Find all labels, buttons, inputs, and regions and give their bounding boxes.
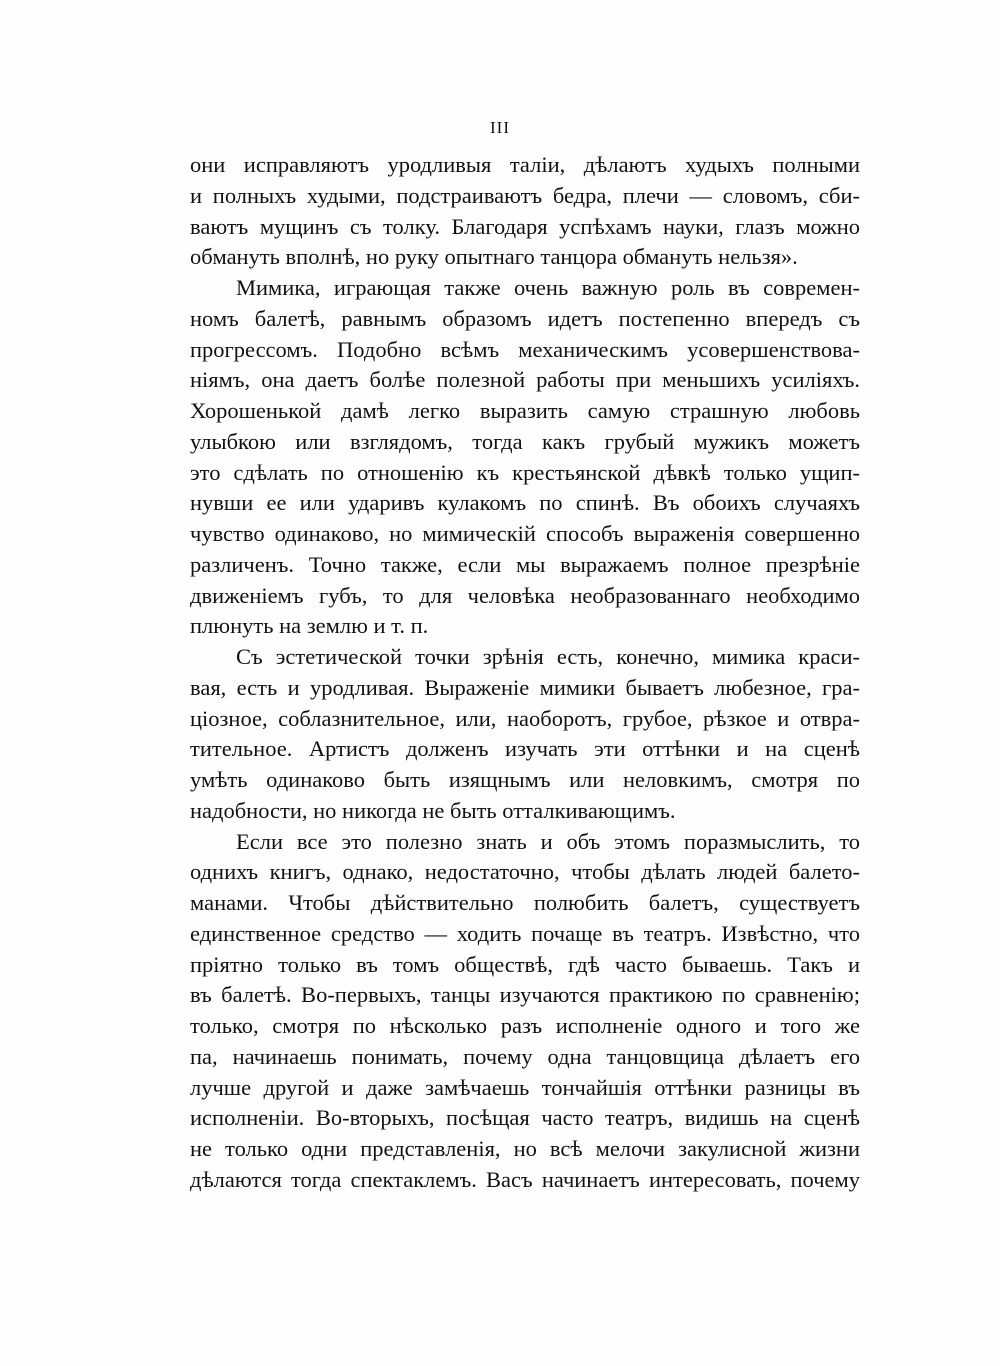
text-line: они исправляютъ уродливыя таліи, дѣлаютъ худыхъ полными: [190, 152, 860, 177]
text-line: это сдѣлать по отношенію къ крестьянской дѣвкѣ только ущип-: [190, 459, 860, 485]
text-line: различенъ. Точно также, если мы выражаемъ полное презрѣніе: [190, 551, 860, 577]
text-line: однихъ книгъ, однако, недостаточно, чтобы дѣлать людей балето-: [190, 859, 860, 885]
text-line: нувши ее или ударивъ кулакомъ по спинѣ. Въ обоихъ случаяхъ: [190, 490, 860, 516]
text-line: плюнуть на землю и т. п.: [190, 613, 429, 639]
page-number: III: [490, 118, 510, 137]
text-line: ваютъ мущинъ съ толку. Благодаря успѣхамъ науки, глазъ можно: [190, 213, 860, 239]
paragraph: [190, 150, 860, 273]
text-line: дѣлаются тогда спектаклемъ. Васъ начинаетъ интересовать, почему: [190, 1166, 860, 1192]
text-line: ціозное, соблазнительное, или, наоборотъ, грубое, рѣзкое и отвра-: [190, 705, 860, 731]
text-line: манами. Чтобы дѣйствительно полюбить балетъ, существуетъ: [190, 890, 860, 915]
text-line: единственное средство — ходить почаще въ театръ. Извѣстно, что: [190, 920, 860, 946]
text-line: въ балетѣ. Во-первыхъ, танцы изучаются практикою по сравненію;: [190, 982, 860, 1008]
text-line: умѣть одинаково быть изящнымъ или неловкимъ, смотря по: [190, 767, 860, 792]
text-line: улыбкою или взглядомъ, тогда какъ грубый мужикъ можетъ: [190, 428, 860, 454]
text-line: и полныхъ худыми, подстраиваютъ бедра, плечи — словомъ, сби-: [190, 182, 860, 208]
text-line: Съ эстетической точки зрѣнія есть, конечно, мимика краси-: [236, 644, 860, 669]
text-line: Если все это полезно знать и объ этомъ поразмыслить, то: [236, 828, 860, 854]
text-line: вая, есть и уродливая. Выраженіе мимики бываетъ любезное, гра-: [190, 674, 860, 700]
text-line: исполненіи. Во-вторыхъ, посѣщая часто театръ, видишь на сценѣ: [190, 1105, 860, 1131]
text-line: Хорошенькой дамѣ легко выразить самую страшную любовь: [190, 398, 860, 423]
text-line: номъ балетѣ, равнымъ образомъ идетъ постепенно впередъ съ: [190, 305, 860, 331]
text-line: чувство одинаково, но мимическій способъ выраженія совершенно: [190, 521, 860, 546]
text-line: пріятно только въ томъ обществѣ, гдѣ часто бываешь. Такъ и: [190, 951, 860, 977]
text-line: не только одни представленія, но всѣ мелочи закулисной жизни: [190, 1136, 860, 1161]
text-line: обмануть вполнѣ, но руку опытнаго танцора обмануть нельзя».: [190, 244, 798, 270]
text-line: ніямъ, она даетъ болѣе полезной работы при меньшихъ усиліяхъ.: [190, 367, 860, 393]
text-line: Мимика, играющая также очень важную роль въ современ-: [236, 275, 860, 300]
text-line: движеніемъ губъ, то для человѣка необразованнаго необходимо: [190, 582, 860, 608]
text-line: лучше другой и даже замѣчаешь тончайшія оттѣнки разницы въ: [190, 1074, 860, 1100]
text-line: надобности, но никогда не быть отталкивающимъ.: [190, 797, 676, 823]
body-text: [190, 150, 860, 1196]
text-line: прогрессомъ. Подобно всѣмъ механическимъ усовершенствова-: [190, 336, 860, 362]
paragraph: [190, 273, 860, 642]
paragraph: [190, 827, 860, 1196]
text-line: па, начинаешь понимать, почему одна танцовщица дѣлаетъ его: [190, 1043, 860, 1069]
text-line: только, смотря по нѣсколько разъ исполненіе одного и того же: [190, 1013, 860, 1038]
text-line: тительное. Артистъ долженъ изучать эти оттѣнки и на сценѣ: [190, 736, 860, 762]
paragraph: [190, 642, 860, 827]
